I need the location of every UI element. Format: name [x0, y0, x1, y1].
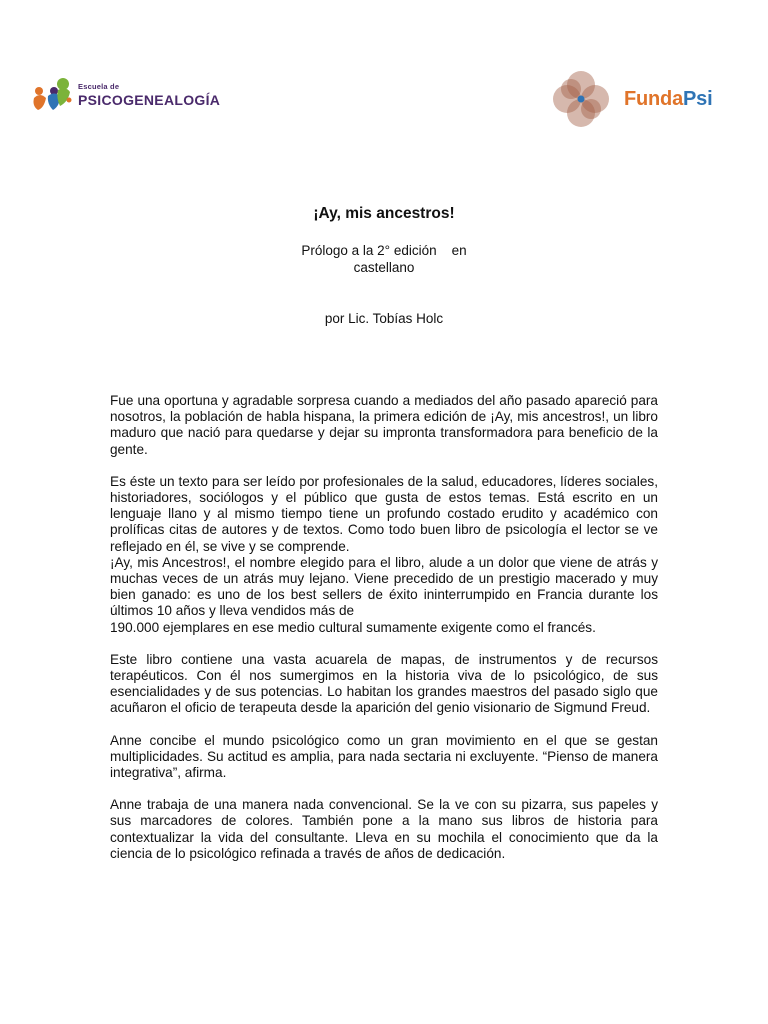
- paragraph-6: Anne concibe el mundo psicológico como un gran movimiento en el que se gestan multiplicidades. Su actitud es amplia, para nada sectaria ni excluyente. “Pienso de manera integrativa”, afirma.: [110, 732, 658, 781]
- brand-part-psi: Psi: [683, 87, 713, 110]
- document-body: [110, 393, 658, 878]
- paragraph-7: Anne trabaja de una manera nada convencional. Se la ve con su pizarra, sus papeles y sus marcadores de colores. También pone a la mano sus libros de historia para contextualizar la vida del consultante. Lleva en su mochila el conocimiento que da la ciencia de lo psicológico refinada a través de años de dedicación.: [110, 797, 658, 861]
- psicogenealogia-logo: [30, 76, 220, 114]
- paragraph-2: Es éste un texto para ser leído por profesionales de la salud, educadores, líderes sociales, historiadores, sociólogos y el público que gusta de estos temas. Está escrito en un lenguaje llano y al mismo tiempo tiene un profundo costado erudito y académico con prolíficas citas de autores y de textos. Como todo buen libro de psicología el lector se ve reflejado en él, se vive y se comprende.: [110, 473, 658, 554]
- fundapsi-logo: [548, 70, 712, 128]
- paragraph-3: ¡Ay, mis Ancestros!, el nombre elegido para el libro, alude a un dolor que viene de atrás y muchas veces de un atrás muy lejano. Viene precedido de un prestigio macerado y muy bien ganado: es uno de los best sellers de éxito ininterrumpido en Francia durante los últimos 10 años y lleva vendidos más de: [110, 554, 658, 619]
- logo-small-text: Escuela de: [78, 82, 120, 92]
- logo-big-text: PSICOGENEALOGÍA: [78, 91, 221, 108]
- subtitle-line-1: Prólogo a la 2° edición en: [301, 243, 467, 258]
- document-title: ¡Ay, mis ancestros!: [313, 205, 455, 222]
- subtitle-line-2: castellano: [353, 260, 415, 275]
- document-author: por Lic. Tobías Holc: [324, 311, 444, 326]
- family-tree-icon: [30, 76, 74, 114]
- fundapsi-brand: [624, 88, 712, 111]
- flower-icon: [548, 70, 614, 128]
- document-subtitle: [0, 242, 768, 276]
- paragraph-1: Fue una oportuna y agradable sorpresa cuando a mediados del año pasado apareció para nosotros, la población de habla hispana, la primera edición de ¡Ay, mis ancestros!, un libro maduro que nació para quedarse y dejar su impronta transformadora para beneficio de la gente.: [110, 393, 658, 457]
- paragraph-5: Este libro contiene una vasta acuarela de mapas, de instrumentos y de recursos terapéuticos. Con él nos sumergimos en la historia viva de lo psicológico, de sus esencialidades y de sus potencias. Lo habitan los grandes maestros del pasado siglo que acuñaron el oficio de terapeuta desde la aparición del genio visionario de Sigmund Freud.: [110, 651, 658, 716]
- brand-part-funda: Funda: [624, 87, 683, 110]
- paragraph-4: 190.000 ejemplares en ese medio cultural sumamente exigente como el francés.: [110, 619, 596, 635]
